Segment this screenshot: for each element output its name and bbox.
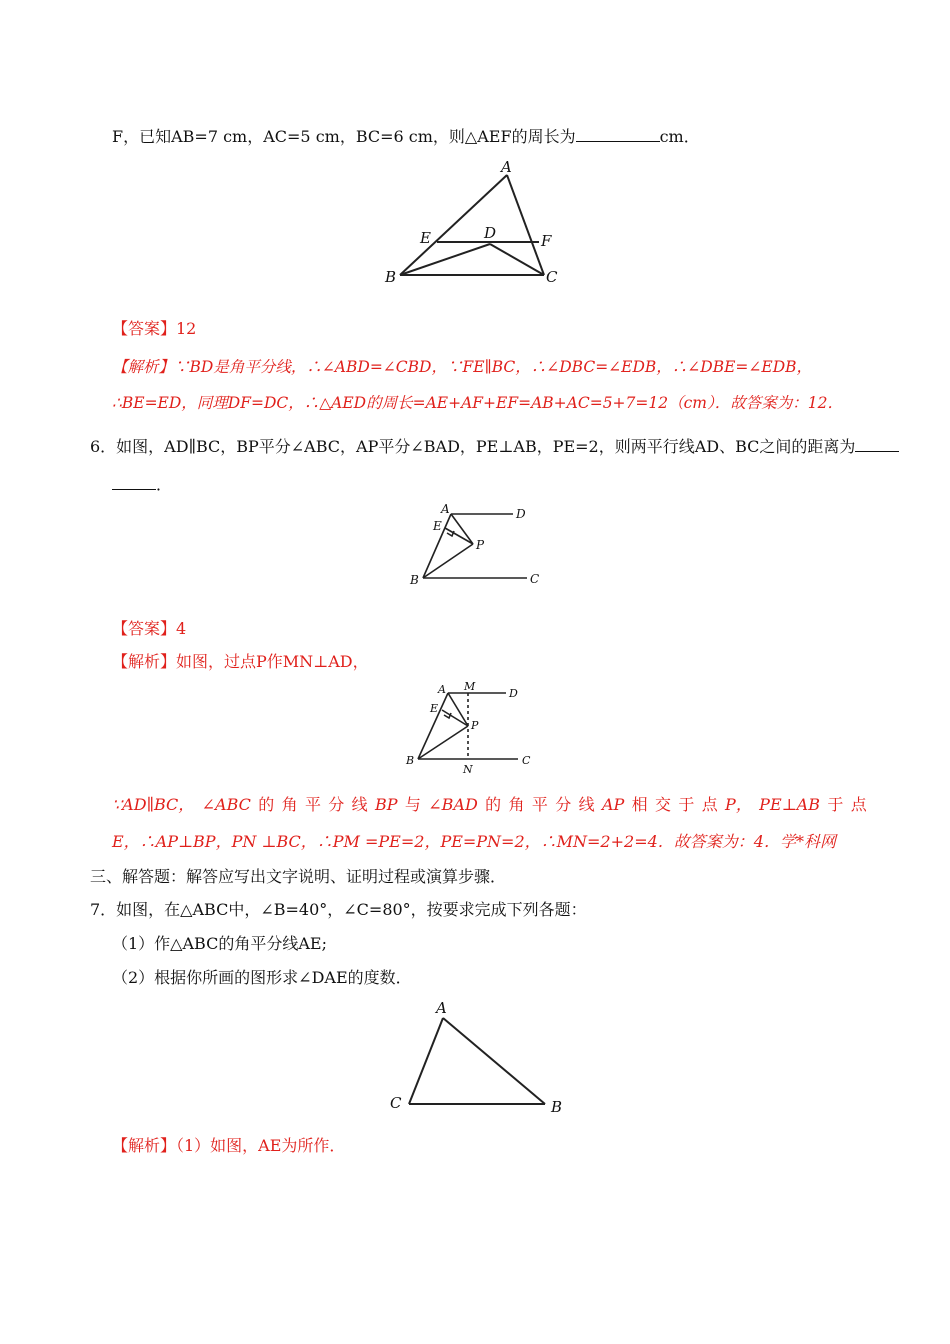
q6-answer-blank-2 — [112, 475, 156, 490]
q6-line2-suffix: ． — [156, 475, 173, 494]
q6-answer-blank-1 — [855, 437, 899, 452]
q7-question-text: 7．如图，在△ABC中，∠B=40°，∠C=80°，按要求完成下列各题： — [90, 900, 587, 919]
q6-question-line2 — [112, 474, 172, 496]
q5-seg-ac — [507, 175, 544, 275]
q5-suffix: cm． — [659, 127, 700, 146]
q6-al1-w11: 角 — [508, 795, 525, 814]
q5-label-c: C — [546, 268, 558, 286]
q6-al1-w18: 于 — [678, 795, 695, 814]
q6f2-label-e: E — [430, 702, 439, 715]
q6f2-label-a: A — [438, 683, 446, 696]
q5-label-f: F — [541, 232, 552, 250]
q7-label-a: A — [436, 999, 447, 1017]
q7-seg-ac — [409, 1018, 443, 1104]
q6f2-seg-pe — [442, 710, 468, 726]
q7-label-b: B — [551, 1098, 563, 1116]
q6-al1-w0: ∵AD∥BC， — [112, 795, 195, 814]
q6-al1-w4: 平 — [304, 795, 321, 814]
q6-al1-w10: 的 — [485, 795, 502, 814]
q5-label-a: A — [501, 158, 512, 176]
q6-al1-w15: AP — [601, 795, 625, 814]
q6-al1-w8: 与 — [404, 795, 421, 814]
q5-seg-dc — [490, 244, 544, 275]
q6-al1-w9: ∠BAD — [428, 795, 478, 814]
q6f1-label-c: C — [530, 572, 540, 586]
q6-al1-w12: 平 — [531, 795, 548, 814]
q6f1-seg-pe — [445, 528, 473, 544]
q6f2-label-p: P — [471, 719, 479, 732]
q6-al1-w7: BP — [375, 795, 398, 814]
q5-question-text — [112, 126, 700, 148]
q6-analysis-line2: E，∴AP⊥BP，PN ⊥BC，∴PM =PE=2，PE=PN=2，∴MN=2+2=4．故答案为：4．学*科网 — [112, 832, 836, 851]
q5-answer-blank — [576, 127, 660, 142]
q6-figure-1 — [405, 502, 545, 592]
q5-label-b: B — [385, 268, 397, 286]
q6f2-seg-ap — [448, 693, 468, 726]
q5-answer: 【答案】12 — [112, 319, 197, 338]
q6-figure-2 — [400, 680, 540, 776]
q6-al1-w22: 于 — [827, 795, 844, 814]
q5-analysis-line1: 【解析】∵BD是角平分线，∴∠ABD=∠CBD，∵FE∥BC，∴∠DBC=∠EDB，∴∠DBE=∠EDB， — [112, 358, 813, 376]
q6f2-label-d: D — [509, 687, 518, 700]
q6-al1-w5: 分 — [328, 795, 345, 814]
q6-al1-w2: 的 — [258, 795, 275, 814]
q6-al1-w1: ∠ABC — [201, 795, 251, 814]
q7-analysis: 【解析】（1）如图，AE为所作． — [112, 1136, 346, 1155]
q6-al1-w20: P， — [725, 795, 752, 814]
q7-label-c: C — [390, 1094, 402, 1112]
q7-part1: （1）作△ABC的角平分线AE; — [112, 934, 327, 953]
q7-figure — [385, 996, 570, 1121]
q6f2-label-b: B — [406, 754, 415, 767]
q6-al1-w16: 相 — [631, 795, 648, 814]
q6f1-seg-ap — [451, 514, 473, 544]
q6-al1-w14: 线 — [578, 795, 595, 814]
q6f2-label-m: M — [464, 680, 476, 693]
q6-al1-w3: 角 — [281, 795, 298, 814]
q6f1-label-e: E — [433, 519, 442, 533]
q6-analysis-line1 — [112, 794, 867, 816]
section3-heading: 三、解答题：解答应写出文字说明、证明过程或演算步骤． — [90, 867, 507, 886]
q6-text: 6．如图，AD∥BC，BP平分∠ABC，AP平分∠BAD，PE⊥AB，PE=2，则两平行线AD、BC之间的距离为 — [90, 437, 856, 456]
q6-al1-w6: 线 — [351, 795, 368, 814]
q5-prefix: F，已知AB=7 cm，AC=5 cm，BC=6 cm，则△AEF的周长为 — [112, 127, 576, 146]
q6-al1-w23: 点 — [850, 795, 867, 814]
q7-part2: （2）根据你所画的图形求∠DAE的度数． — [112, 968, 412, 987]
q6-al1-w13: 分 — [555, 795, 572, 814]
q6f1-label-a: A — [441, 502, 450, 516]
q6-question-text — [90, 436, 899, 458]
q5-figure — [380, 160, 570, 290]
q6-al1-w19: 点 — [701, 795, 718, 814]
q6-al1-w21: PE⊥AB — [759, 795, 820, 814]
q6f1-label-d: D — [516, 507, 526, 521]
q7-seg-ab — [443, 1018, 545, 1104]
q5-label-d: D — [484, 224, 497, 242]
q6f1-label-p: P — [476, 538, 485, 552]
q6-analysis-intro — [112, 651, 369, 673]
q6f2-label-n: N — [463, 763, 473, 776]
q6-al1-w17: 交 — [654, 795, 671, 814]
q6-analysis-intro-text: 【解析】如图，过点P作MN⊥AD， — [112, 652, 369, 671]
q6-answer: 【答案】4 — [112, 619, 187, 638]
q5-analysis-line2: ∴BE=ED，同理DF=DC，∴△AED的周长=AE+AF+EF=AB+AC=5+7=12（cm）．故答案为：12． — [112, 394, 843, 412]
q6f1-label-b: B — [410, 573, 419, 587]
q5-seg-bd — [400, 244, 490, 275]
q5-label-e: E — [420, 229, 431, 247]
q6f2-label-c: C — [522, 754, 531, 767]
